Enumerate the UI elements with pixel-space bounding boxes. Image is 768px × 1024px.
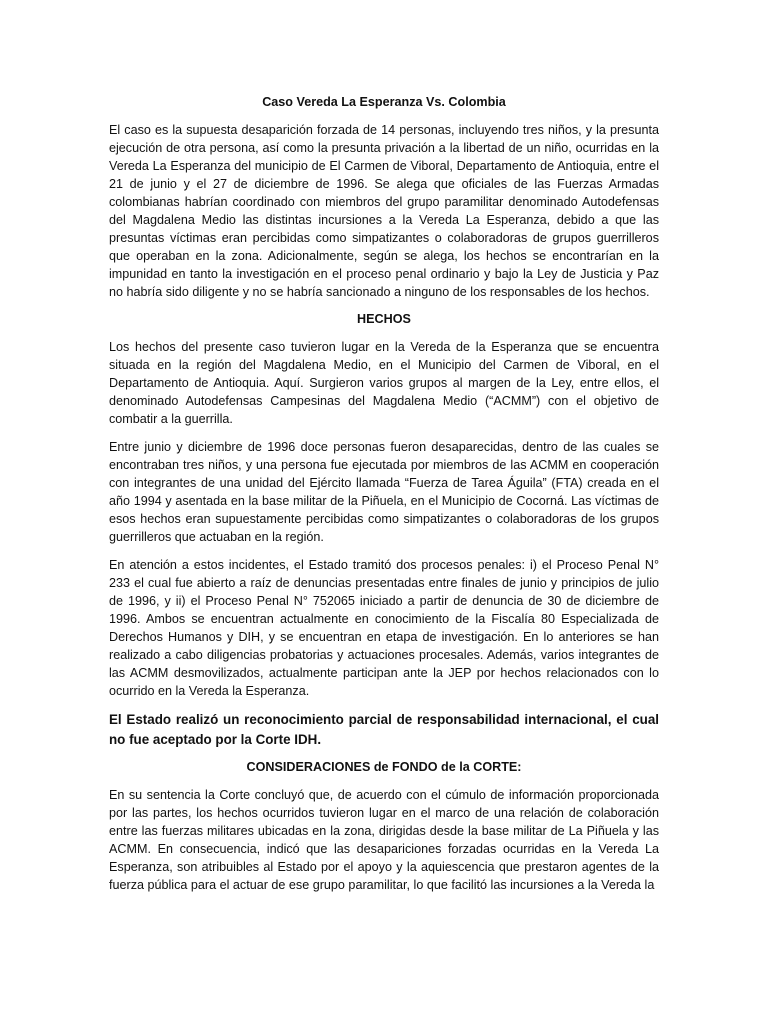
hechos-paragraph-3: En atención a estos incidentes, el Estado tramitó dos procesos penales: i) el Proceso Penal N° 233 el cual fue abierto a raíz de denuncias presentadas entre finales de junio y principios de julio de 1996, y ii) el Proceso Penal N° 752065 iniciado a partir de denuncia de 30 de diciembre de 1996. Ambos se encuentran actualmente en conocimiento de la Fiscalía 80 Especializada de Derechos Humanos y DIH, y se encuentran en etapa de investigación. En lo anteriores se han realizado a cabo diligencias probatorias y actuaciones procesales. Además, varios integrantes de las ACMM desmovilizados, actualmente participan ante la JEP por hechos relacionados con lo ocurrido en la Vereda la Esperanza. <box>109 558 659 698</box>
document-page <box>109 0 659 894</box>
hechos-heading: HECHOS <box>357 312 411 326</box>
hechos-paragraph-2: Entre junio y diciembre de 1996 doce personas fueron desaparecidas, dentro de las cuales se encontraban tres niños, y una persona fue ejecutada por miembros de las ACMM en cooperación con integrantes de una unidad del Ejército llamada “Fuerza de Tarea Águila” (FTA) creada en el año 1994 y asentada en la base militar de la Piñuela, en el Municipio de Cocorná. Las víctimas de esos hechos eran supuestamente percibidas como simpatizantes o colaboradoras de los grupos guerrilleros que actuaban en la región. <box>109 440 659 544</box>
hechos-paragraph-1: Los hechos del presente caso tuvieron lugar en la Vereda de la Esperanza que se encuentra situada en la región del Magdalena Medio, en el Municipio del Carmen de Viboral, en el Departamento de Antioquia. Aquí. Surgieron varios grupos al margen de la Ley, entre ellos, el denominado Autodefensas Campesinas del Magdalena Medio (“ACMM”) con el objetivo de combatir a la guerrilla. <box>109 340 659 426</box>
document-title: Caso Vereda La Esperanza Vs. Colombia <box>262 95 506 109</box>
consideraciones-heading: CONSIDERACIONES de FONDO de la CORTE: <box>246 760 522 774</box>
intro-paragraph: El caso es la supuesta desaparición forzada de 14 personas, incluyendo tres niños, y la presunta ejecución de otra persona, así como la presunta privación a la libertad de un niño, ocurridas en la Vereda La Esperanza del municipio de El Carmen de Viboral, Departamento de Antioquia, entre el 21 de junio y el 27 de diciembre de 1996. Se alega que oficiales de las Fuerzas Armadas colombianas habrían coordinado con miembros del grupo paramilitar denominado Autodefensas del Magdalena Medio las distintas incursiones a la Vereda La Esperanza, debido a que las presuntas víctimas eran percibidas como simpatizantes o colaboradoras de grupos guerrilleros que operaban en la zona. Adicionalmente, según se alega, los hechos se encontrarían en la impunidad en tanto la investigación en el proceso penal ordinario y bajo la Ley de Justicia y Paz no habría sido diligente y no se habría sancionado a ninguno de los responsables de los hechos. <box>109 123 659 299</box>
consideraciones-paragraph-1: En su sentencia la Corte concluyó que, de acuerdo con el cúmulo de información proporcionada por las partes, los hechos ocurridos tuvieron lugar en el marco de una relación de colaboración entre las fuerzas militares ubicadas en la zona, dirigidas desde la base militar de La Piñuela y las ACMM. En consecuencia, indicó que las desapariciones forzadas ocurridas en la Vereda La Esperanza, son atribuibles al Estado por el apoyo y la aquiescencia que prestaron agentes de la fuerza pública para el actuar de ese grupo paramilitar, lo que facilitó las incursiones a la Vereda la <box>109 788 659 892</box>
reconocimiento-paragraph: El Estado realizó un reconocimiento parcial de responsabilidad internacional, el cual no fue aceptado por la Corte IDH. <box>109 712 659 747</box>
